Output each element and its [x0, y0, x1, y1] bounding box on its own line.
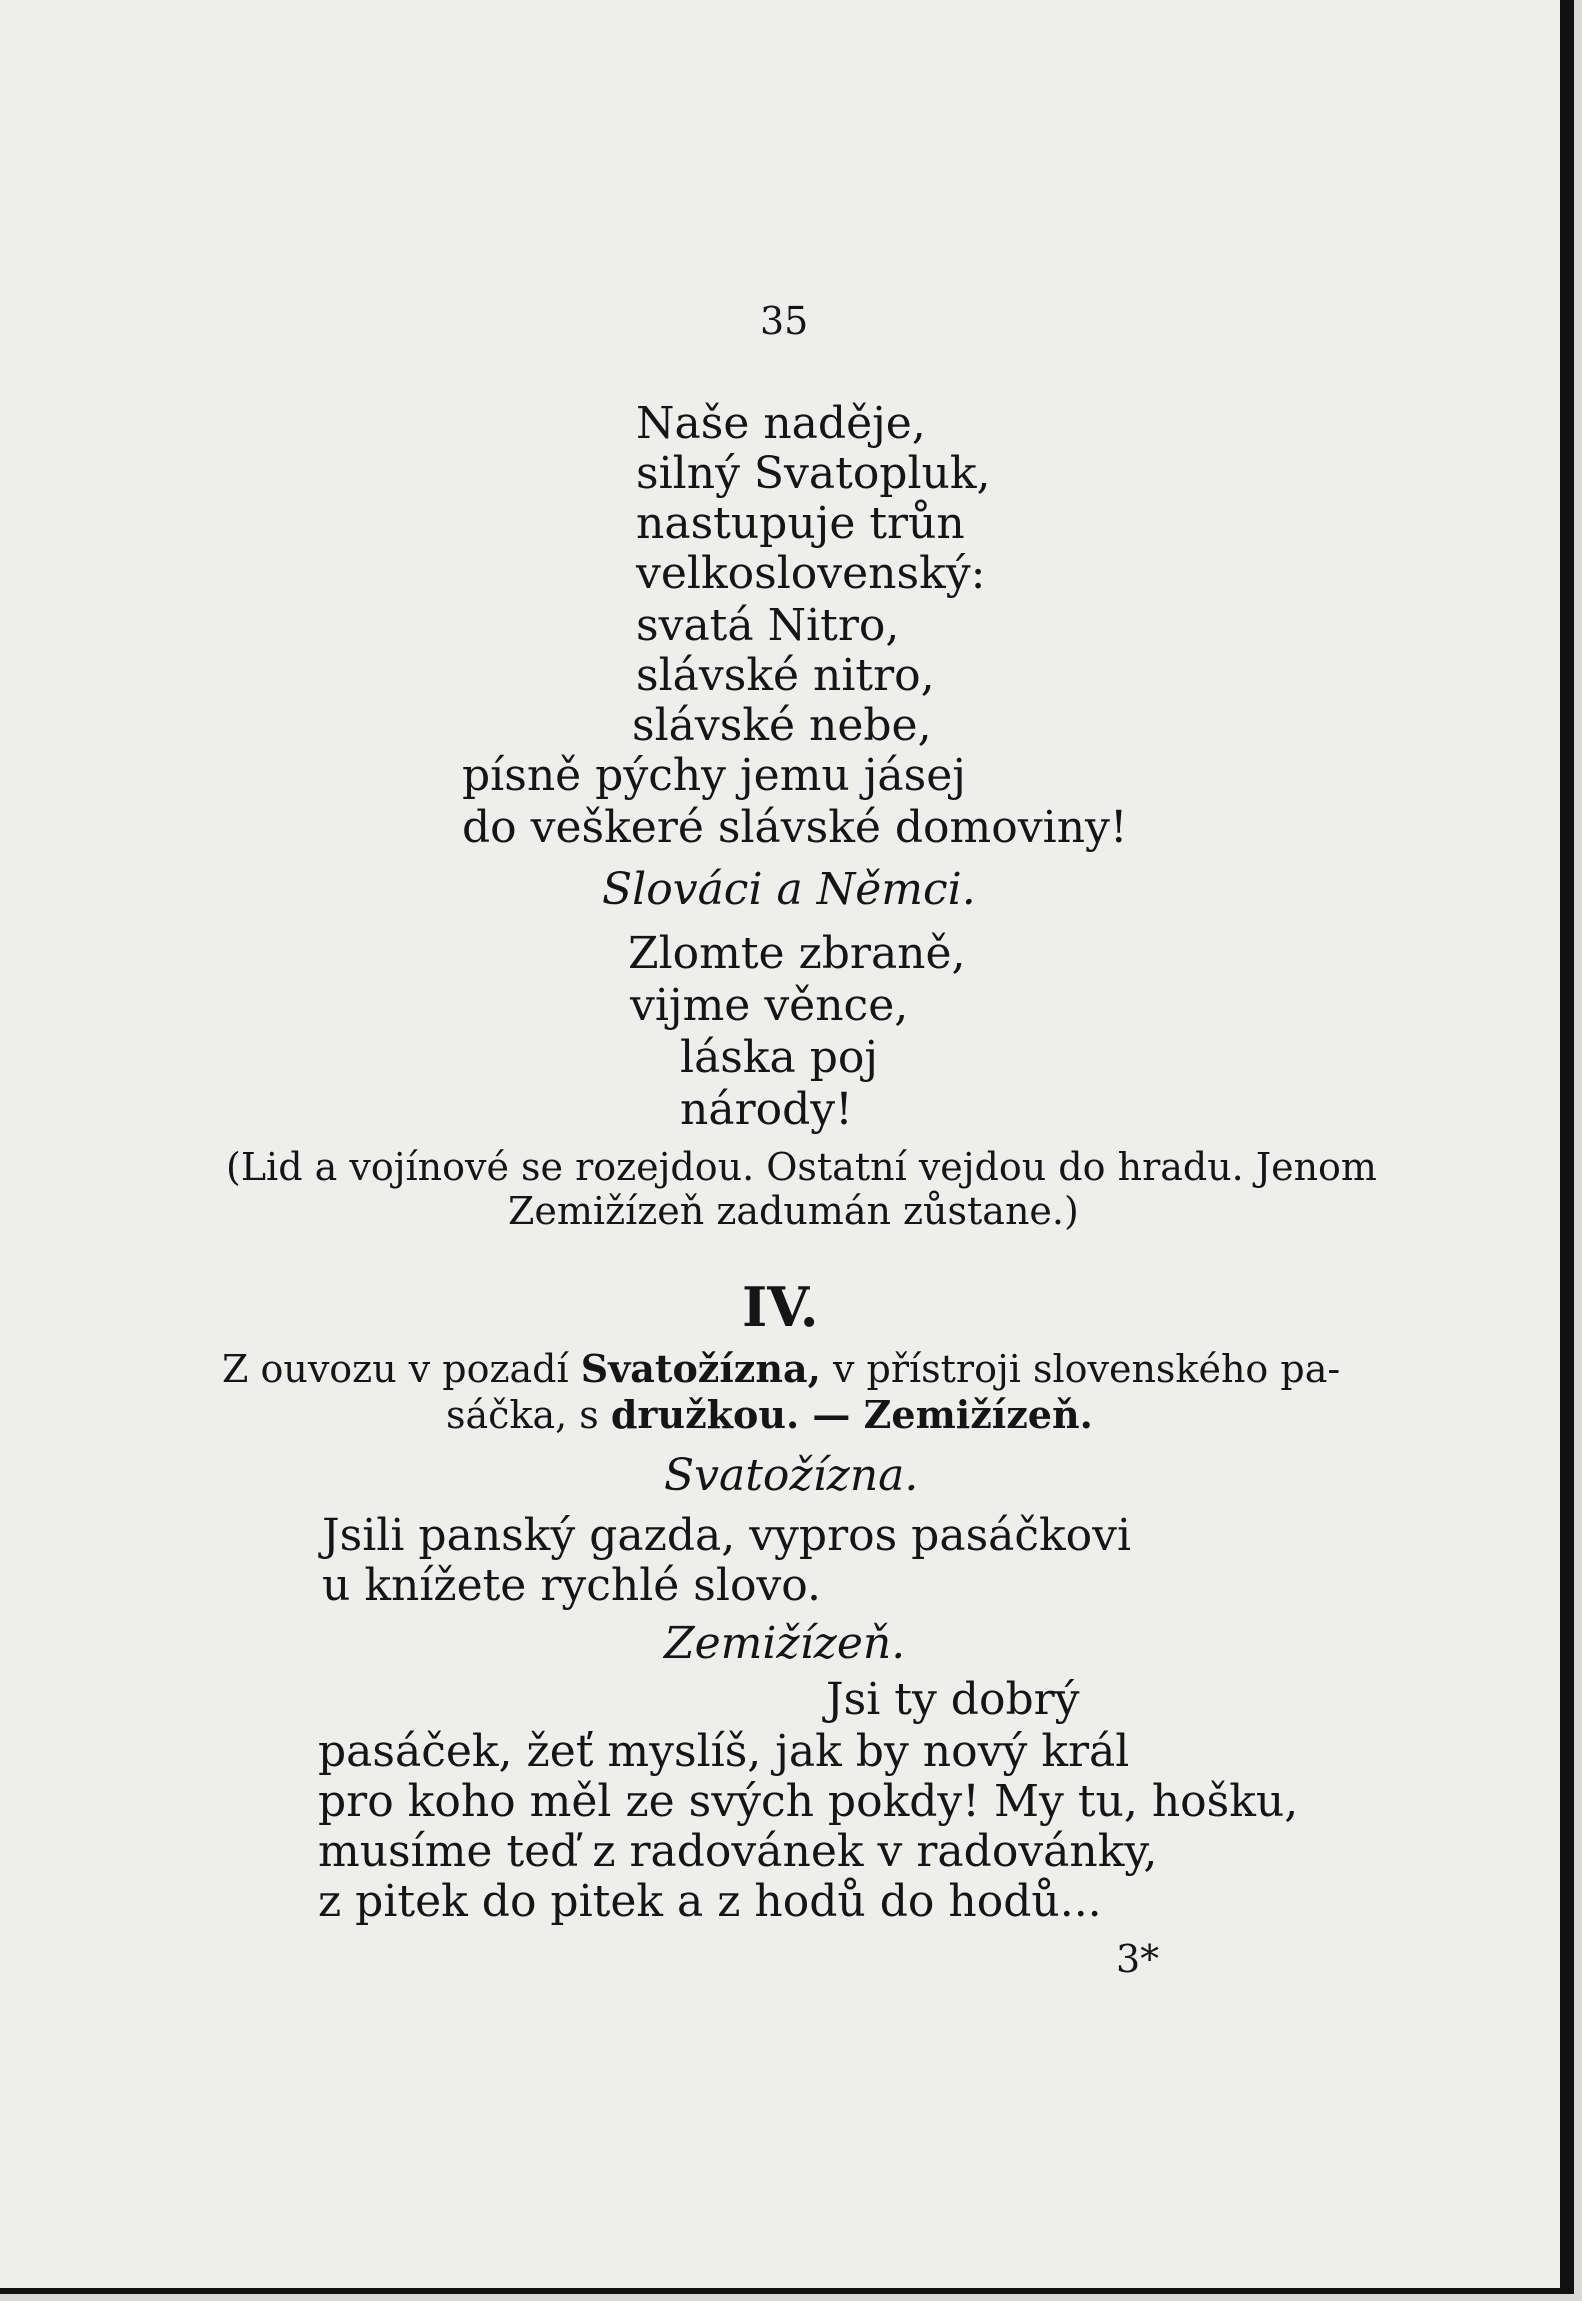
- stage-text: Z ouvozu v pozadí: [222, 1347, 581, 1391]
- verse-line: velkoslovenský:: [636, 548, 986, 599]
- verse-line: do veškeré slávské domoviny!: [462, 802, 1128, 853]
- signature-mark: 3*: [1116, 1937, 1160, 1981]
- speaker-name: Svatožízna.: [664, 1450, 919, 1501]
- verse-line: pasáček, žeť myslíš, jak by nový král: [318, 1726, 1130, 1777]
- act-heading: IV.: [742, 1275, 819, 1339]
- verse-line: u knížete rychlé slovo.: [322, 1560, 821, 1611]
- speaker-name: Zemižízeň.: [664, 1618, 906, 1669]
- verse-line: Naše naděje,: [636, 398, 926, 449]
- page-number: 35: [760, 299, 809, 343]
- speaker-name: Slováci a Němci.: [602, 864, 976, 915]
- stage-direction-line: (Lid a vojínové se rozejdou. Ostatní vejdou do hradu. Jenom: [226, 1145, 1377, 1189]
- verse-line: vijme věnce,: [630, 980, 909, 1031]
- verse-line: svatá Nitro,: [636, 600, 900, 651]
- verse-line: silný Svatopluk,: [636, 448, 991, 499]
- verse-line: nastupuje trůn: [636, 498, 965, 549]
- stage-text: v přístroji slovenského pa-: [820, 1347, 1341, 1391]
- verse-line: slávské nitro,: [636, 650, 935, 701]
- verse-line: slávské nebe,: [632, 700, 932, 751]
- stage-direction-line: Zemižízeň zadumán zůstane.): [508, 1189, 1079, 1233]
- character-name: Svatožízna,: [580, 1346, 821, 1391]
- verse-line: Jsili panský gazda, vypros pasáčkovi: [322, 1510, 1132, 1561]
- verse-line: pro koho měl ze svých pokdy! My tu, hošku,: [318, 1776, 1299, 1827]
- verse-line: Jsi ty dobrý: [826, 1674, 1080, 1725]
- verse-line: láska poj: [680, 1032, 879, 1083]
- stage-direction-line: [222, 1346, 1341, 1391]
- stage-direction-line: [446, 1392, 1093, 1437]
- verse-line: musíme teď z radovánek v radovánky,: [318, 1826, 1158, 1877]
- character-name: družkou. — Zemižízeň.: [610, 1392, 1093, 1437]
- verse-line: písně pýchy jemu jásej: [462, 750, 966, 801]
- stage-text: sáčka, s: [446, 1393, 611, 1437]
- verse-line: z pitek do pitek a z hodů do hodů...: [318, 1876, 1102, 1927]
- verse-line: Zlomte zbraně,: [628, 928, 966, 979]
- verse-line: národy!: [680, 1084, 853, 1135]
